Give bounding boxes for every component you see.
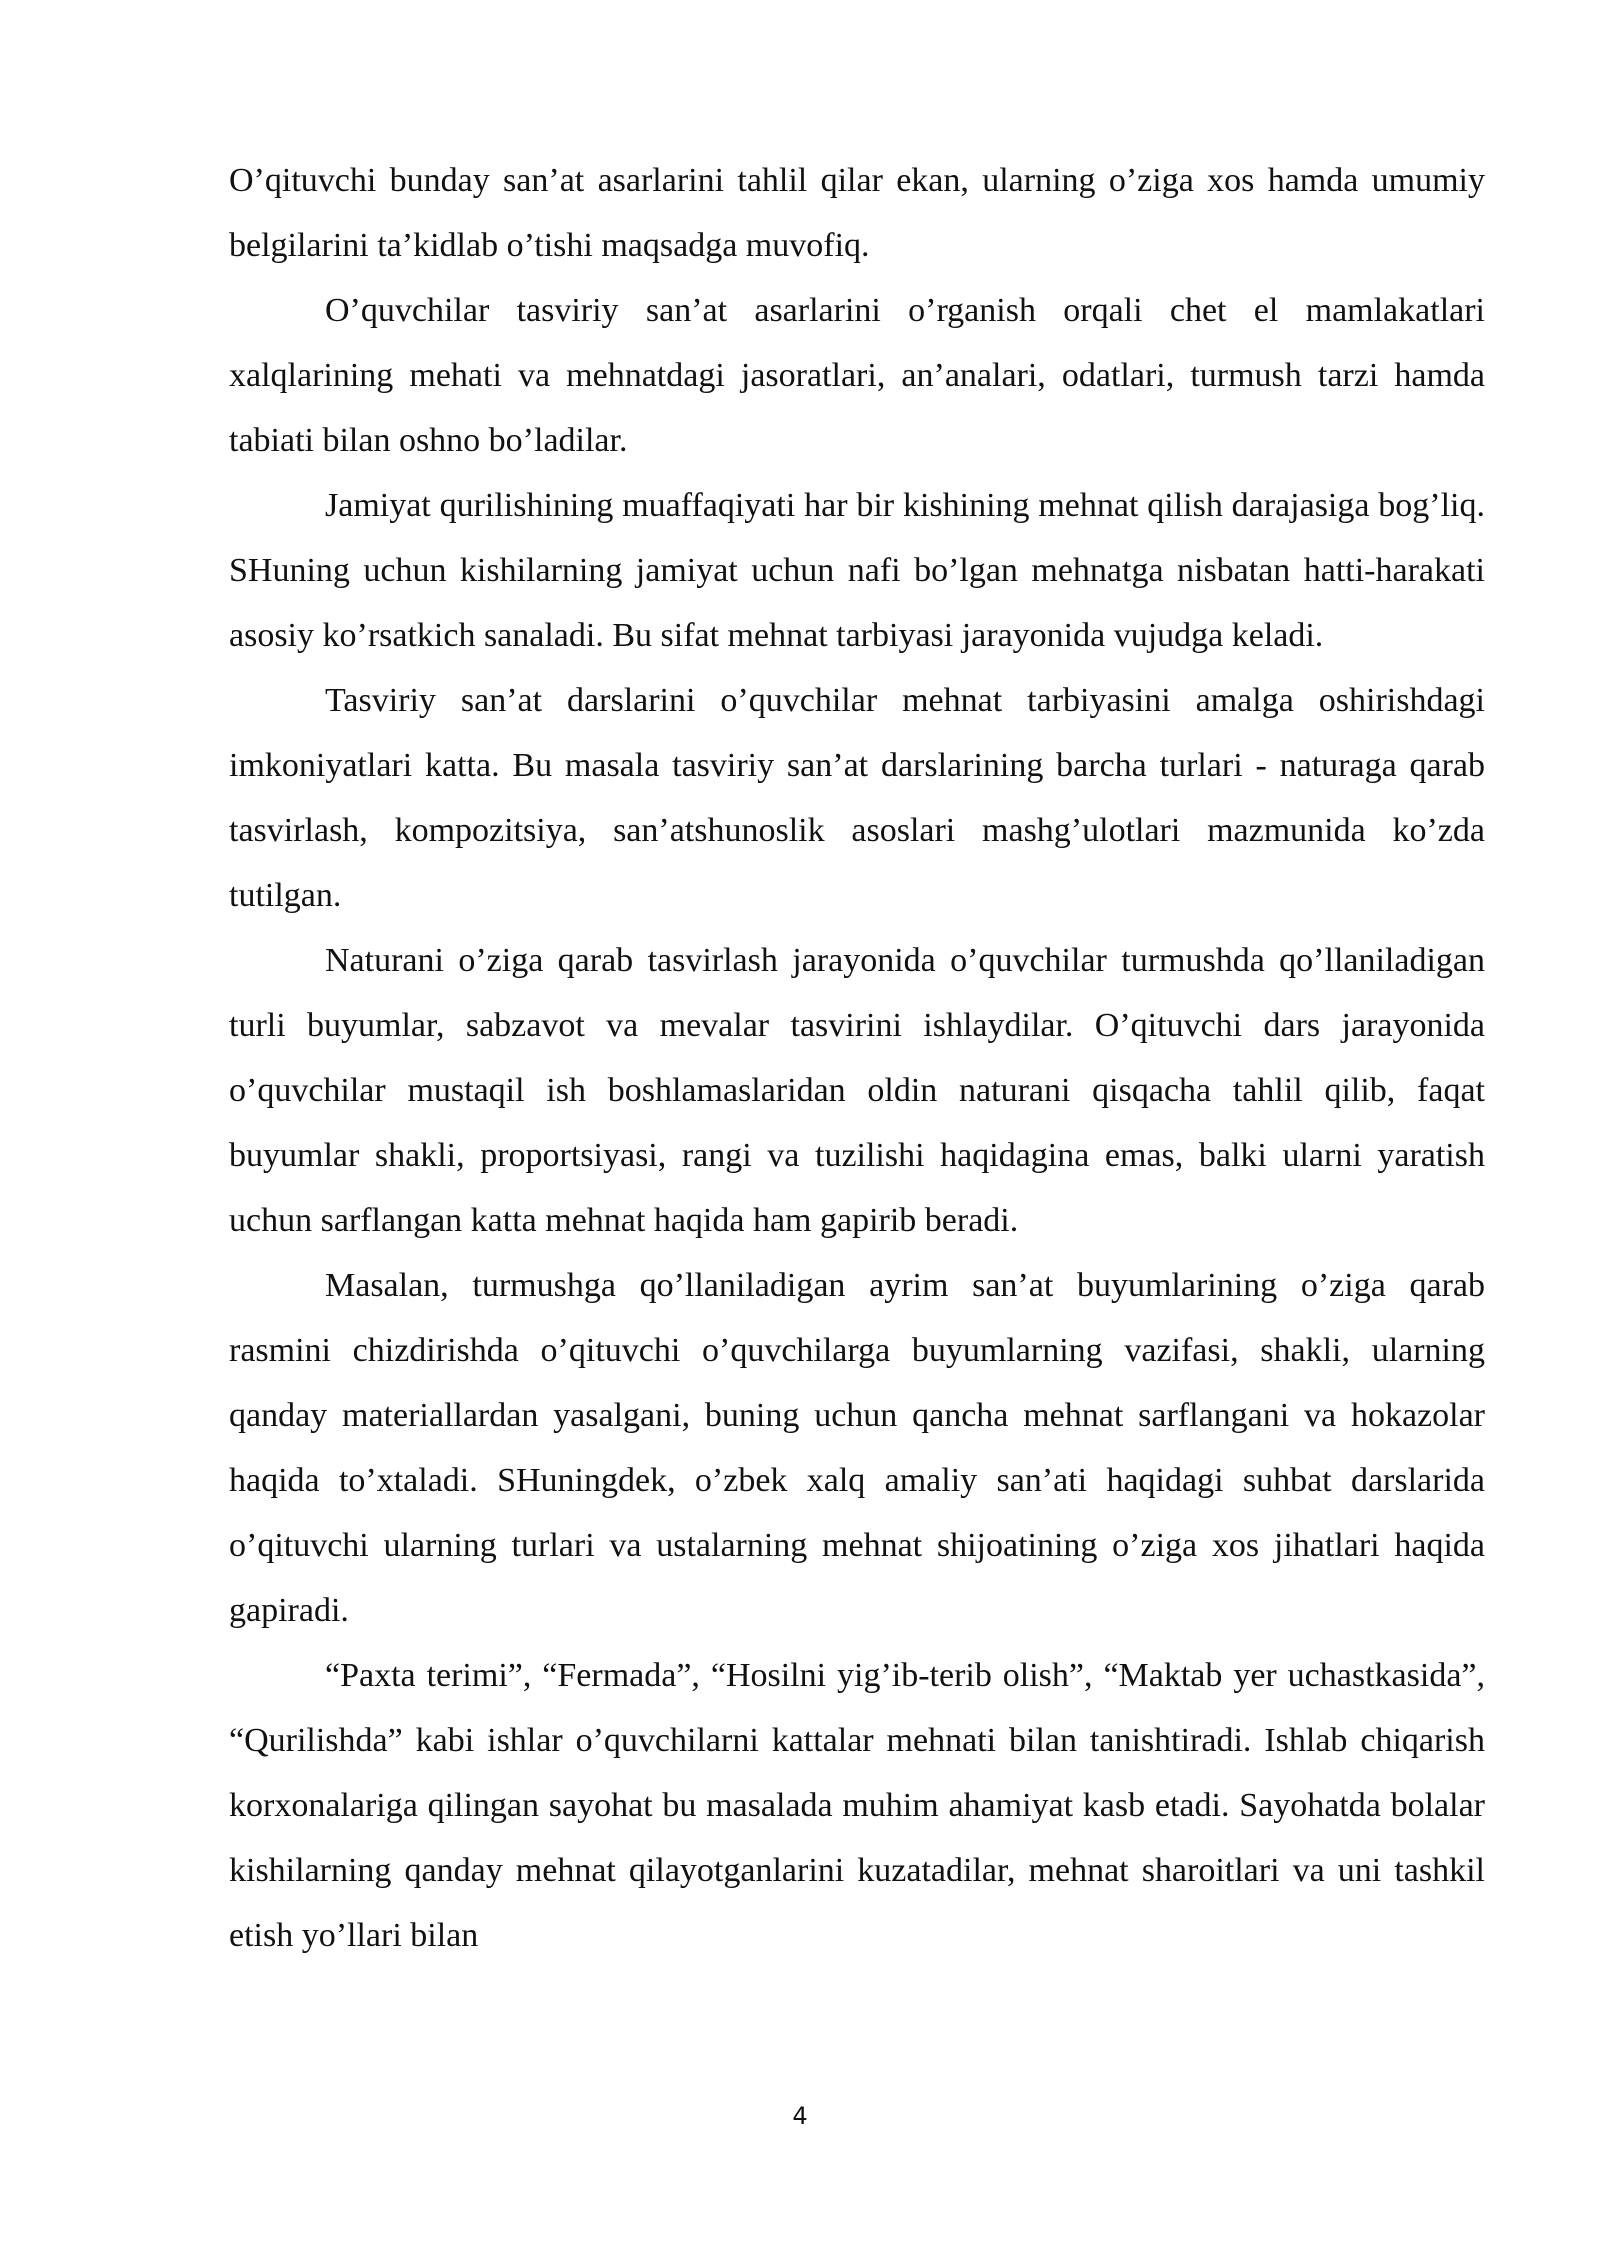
document-body (229, 148, 1485, 1968)
paragraph-5: Naturani o’ziga qarab tasvirlash jarayonida o’quvchilar turmushda qo’llaniladigan turli buyumlar, sabzavot va mevalar tasvirini ishlaydilar. O’qituvchi dars jarayonida o’quvchilar mustaqil ish boshlamaslaridan oldin naturani qisqacha tahlil qilib, faqat buyumlar shakli, proportsiyasi, rangi va tuzilishi haqidagina emas, balki ularni yaratish uchun sarflangan katta mehnat haqida ham gapirib beradi. (229, 942, 1485, 1239)
paragraph-6: Masalan, turmushga qo’llaniladigan ayrim san’at buyumlarining o’ziga qarab rasmini chizdirishda o’qituvchi o’quvchilarga buyumlarning vazifasi, shakli, ularning qanday materiallardan yasalgani, buning uchun qancha mehnat sarflangani va hokazolar haqida to’xtaladi. SHuningdek, o’zbek xalq amaliy san’ati haqidagi suhbat darslarida o’qituvchi ularning turlari va ustalarning mehnat shijoatining o’ziga xos jihatlari haqida gapiradi. (229, 1267, 1485, 1629)
paragraph-3: Jamiyat qurilishining muaffaqiyati har bir kishining mehnat qilish darajasiga bog’liq. SHuning uchun kishilarning jamiyat uchun nafi bo’lgan mehnatga nisbatan hatti-harakati asosiy ko’rsatkich sanaladi. Bu sifat mehnat tarbiyasi jarayonida vujudga keladi. (229, 487, 1485, 654)
paragraph-2: O’quvchilar tasviriy san’at asarlarini o’rganish orqali chet el mamlakatlari xalqlarining mehati va mehnatdagi jasoratlari, an’analari, odatlari, turmush tarzi hamda tabiati bilan oshno bo’ladilar. (229, 292, 1485, 459)
paragraph-7: “Paxta terimi”, “Fermada”, “Hosilni yig’ib-terib olish”, “Maktab yer uchastkasida”, “Qurilishda” kabi ishlar o’quvchilarni kattalar mehnati bilan tanishtiradi. Ishlab chiqarish korxonalariga qilingan sayohat bu masalada muhim ahamiyat kasb etadi. Sayohatda bolalar kishilarning qanday mehnat qilayotganlarini kuzatadilar, mehnat sharoitlari va uni tashkil etish yo’llari bilan (229, 1657, 1485, 1954)
paragraph-1: O’qituvchi bunday san’at asarlarini tahlil qilar ekan, ularning o’ziga xos hamda umumiy belgilarini ta’kidlab o’tishi maqsadga muvofiq. (229, 162, 1485, 264)
page-number: 4 (792, 2102, 808, 2130)
paragraph-4: Tasviriy san’at darslarini o’quvchilar mehnat tarbiyasini amalga oshirishdagi imkoniyatlari katta. Bu masala tasviriy san’at darslarining barcha turlari - naturaga qarab tasvirlash, kompozitsiya, san’atshunoslik asoslari mashg’ulotlari mazmunida ko’zda tutilgan. (229, 682, 1485, 914)
